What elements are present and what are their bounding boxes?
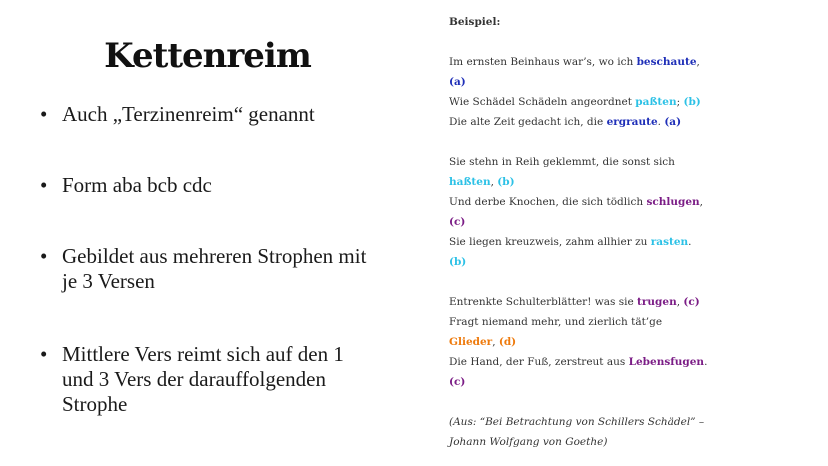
bullet-dot-icon: • <box>40 102 48 126</box>
rhyme-tag: (b) <box>449 256 467 268</box>
rhyme-word: haßten <box>449 176 491 188</box>
rhyme-word: schlugen <box>646 196 700 208</box>
bullet-dot-icon: • <box>40 173 48 197</box>
bullet-dot-icon: • <box>40 244 48 268</box>
poem-line: Die Hand, der Fuß, zerstreut aus Lebensfugen. <box>449 356 708 368</box>
bullet-item <box>40 173 407 198</box>
bullet-line: Mittlere Vers reimt sich auf den 1 <box>62 342 344 366</box>
poem-line: Sie stehn in Reih geklemmt, die sonst sich <box>449 156 675 168</box>
rhyme-tag: (a) <box>449 76 466 88</box>
poem-line: Glieder, (d) <box>449 336 517 348</box>
rhyme-tag: (b) <box>683 96 701 108</box>
bullet-line: Gebildet aus mehreren Strophen mit <box>62 244 367 268</box>
rhyme-tag: (a) <box>664 116 682 128</box>
rhyme-tag: (b) <box>497 176 515 188</box>
poem-line: haßten, (b) <box>449 176 515 188</box>
bullet-item <box>40 102 407 127</box>
bullet-line: je 3 Versen <box>62 269 155 293</box>
bullet-line: Auch „Terzinenreim“ genannt <box>62 102 315 126</box>
source-citation: (Aus: “Bei Betrachtung von Schillers Schädel” – Johann Wolfgang von Goethe) <box>449 416 705 448</box>
poem-line: Wie Schädel Schädeln angeordnet paßten; (b) <box>449 96 701 108</box>
bullet-item <box>40 342 407 417</box>
example-poem <box>449 12 709 452</box>
rhyme-tag: (c) <box>449 216 466 228</box>
poem-line: Im ernsten Beinhaus war’s, wo ich beschaute, <box>449 56 700 68</box>
rhyme-word: Glieder <box>449 336 493 348</box>
rhyme-word: beschaute <box>636 56 697 68</box>
rhyme-word: trugen <box>637 296 677 308</box>
slide-title: Kettenreim <box>104 36 311 76</box>
rhyme-word: ergraute <box>606 116 658 128</box>
poem-line: Und derbe Knochen, die sich tödlich schlugen, <box>449 196 704 208</box>
rhyme-tag: (c) <box>683 296 700 308</box>
bullet-dot-icon: • <box>40 342 48 366</box>
rhyme-word: rasten <box>650 236 689 248</box>
poem-line: Entrenkte Schulterblätter! was sie trugen, (c) <box>449 296 700 308</box>
poem-line: Fragt niemand mehr, und zierlich tät’ge <box>449 316 663 328</box>
bullet-item <box>40 244 407 294</box>
example-heading: Beispiel: <box>449 16 501 28</box>
rhyme-tag: (c) <box>449 376 466 388</box>
bullet-line: und 3 Vers der darauffolgenden <box>62 367 326 391</box>
poem-line: Sie liegen kreuzweis, zahm allhier zu rasten. <box>449 236 692 248</box>
bullet-line: Strophe <box>62 392 128 416</box>
poem-line: Die alte Zeit gedacht ich, die ergraute. (a) <box>449 116 682 128</box>
rhyme-word: Lebensfugen <box>628 356 705 368</box>
rhyme-word: paßten <box>635 96 677 108</box>
rhyme-tag: (d) <box>498 336 517 348</box>
bullet-line: Form aba bcb cdc <box>62 173 212 197</box>
